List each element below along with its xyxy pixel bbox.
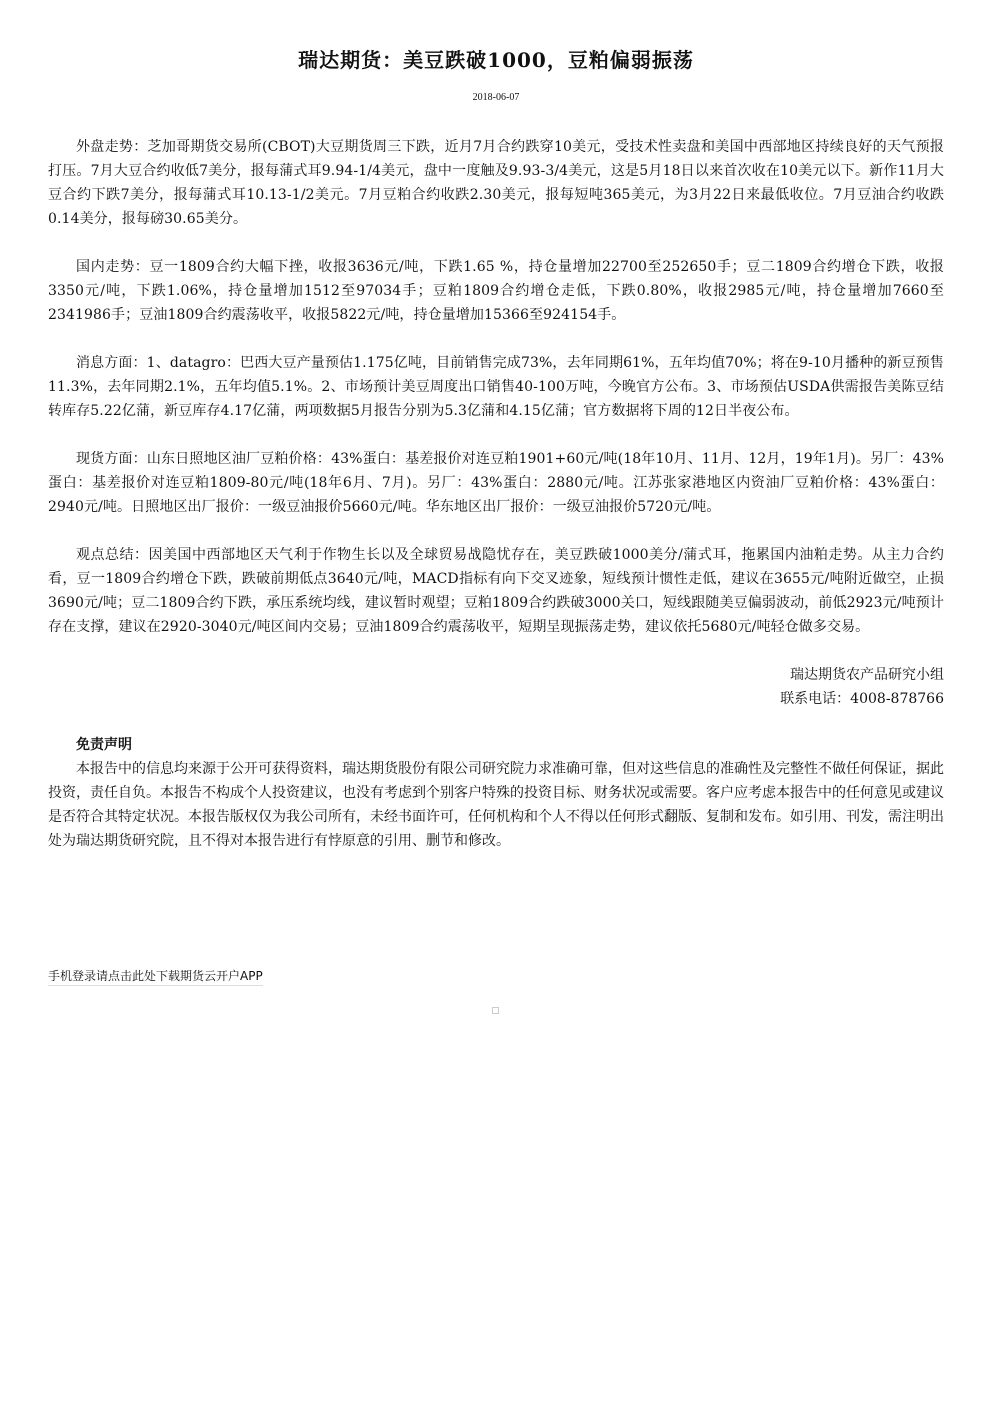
paragraph-summary: 观点总结：因美国中西部地区天气利于作物生长以及全球贸易战隐忧存在，美豆跌破1000美分/蒲式耳，拖累国内油粕走势。从主力合约看，豆一1809合约增仓下跌，跌破前期低点3640元/吨，MACD指标有向下交叉迹象，短线预计惯性走低，建议在3655元/吨附近做空，止损3690元/吨；豆二1809合约下跌，承压系统均线，建议暂时观望；豆粕1809合约跌破3000关口，短线跟随美豆偏弱波动，前低2923元/吨预计存在支撑，建议在2920-3040元/吨区间内交易；豆油1809合约震荡收平，短期呈现振荡走势，建议依托5680元/吨轻仓做多交易。 (48, 547, 944, 635)
signature-block (48, 663, 944, 711)
paragraph-overseas-market: 外盘走势：芝加哥期货交易所(CBOT)大豆期货周三下跌，近月7月合约跌穿10美元，受技术性卖盘和美国中西部地区持续良好的天气预报打压。7月大豆合约收低7美分，报每蒲式耳9.94-1/4美元，盘中一度触及9.93-3/4美元，这是5月18日以来首次收在10美元以下。新作11月大豆合约下跌7美分，报每蒲式耳10.13-1/2美元。7月豆粕合约收跌2.30美元，报每短吨365美元，为3月22日来最低收位。7月豆油合约收跌0.14美分，报每磅30.65美分。 (48, 139, 944, 227)
download-app-link[interactable]: 手机登录请点击此处下载期货云开户APP (48, 967, 263, 986)
article-body (48, 135, 944, 853)
disclaimer-body: 本报告中的信息均来源于公开可获得资料，瑞达期货股份有限公司研究院力求准确可靠，但对这些信息的准确性及完整性不做任何保证，据此投资，责任自负。本报告不构成个人投资建议，也没有考虑到个别客户特殊的投资目标、财务状况或需要。客户应考虑本报告中的任何意见或建议是否符合其特定状况。本报告版权仅为我公司所有，未经书面许可，任何机构和个人不得以任何形式翻版、复制和发布。如引用、刊发，需注明出处为瑞达期货研究院，且不得对本报告进行有悖原意的引用、删节和修改。 (48, 761, 944, 849)
article-title: 瑞达期货：美豆跌破1000，豆粕偏弱振荡 (298, 48, 694, 72)
article-date: 2018-06-07 (472, 92, 520, 103)
disclaimer-title: 免责声明 (76, 737, 132, 753)
paragraph-spot-market: 现货方面：山东日照地区油厂豆粕价格：43%蛋白：基差报价对连豆粕1901+60元/吨(18年10月、11月、12月，19年1月)。另厂：43%蛋白：基差报价对连豆粕1809-80元/吨(18年6月、7月)。另厂：43%蛋白：2880元/吨。江苏张家港地区内资油厂豆粕价格：43%蛋白：2940元/吨。日照地区出厂报价：一级豆油报价5660元/吨。华东地区出厂报价：一级豆油报价5720元/吨。 (48, 451, 945, 515)
signature-team: 瑞达期货农产品研究小组 (790, 667, 944, 683)
paragraph-news: 消息方面：1、datagro：巴西大豆产量预估1.175亿吨，目前销售完成73%，去年同期61%，五年均值70%；将在9-10月播种的新豆预售11.3%，去年同期2.1%，五年均值5.1%。2、市场预计美豆周度出口销售40-100万吨，今晚官方公布。3、市场预估USDA供需报告美陈豆结转库存5.22亿蒲，新豆库存4.17亿蒲，两项数据5月报告分别为5.3亿蒲和4.15亿蒲；官方数据将下周的12日半夜公布。 (48, 355, 944, 419)
signature-phone: 联系电话：4008-878766 (780, 691, 944, 707)
paragraph-domestic-market: 国内走势：豆一1809合约大幅下挫，收报3636元/吨，下跌1.65 %，持仓量增加22700至252650手；豆二1809合约增仓下跌，收报3350元/吨，下跌1.06%，持仓量增加1512至97034手；豆粕1809合约增仓走低，下跌0.80%，收报2985元/吨，持仓量增加7660至2341986手；豆油1809合约震荡收平，收报5822元/吨，持仓量增加15366至924154手。 (48, 259, 944, 323)
placeholder-image-icon (492, 1007, 499, 1014)
